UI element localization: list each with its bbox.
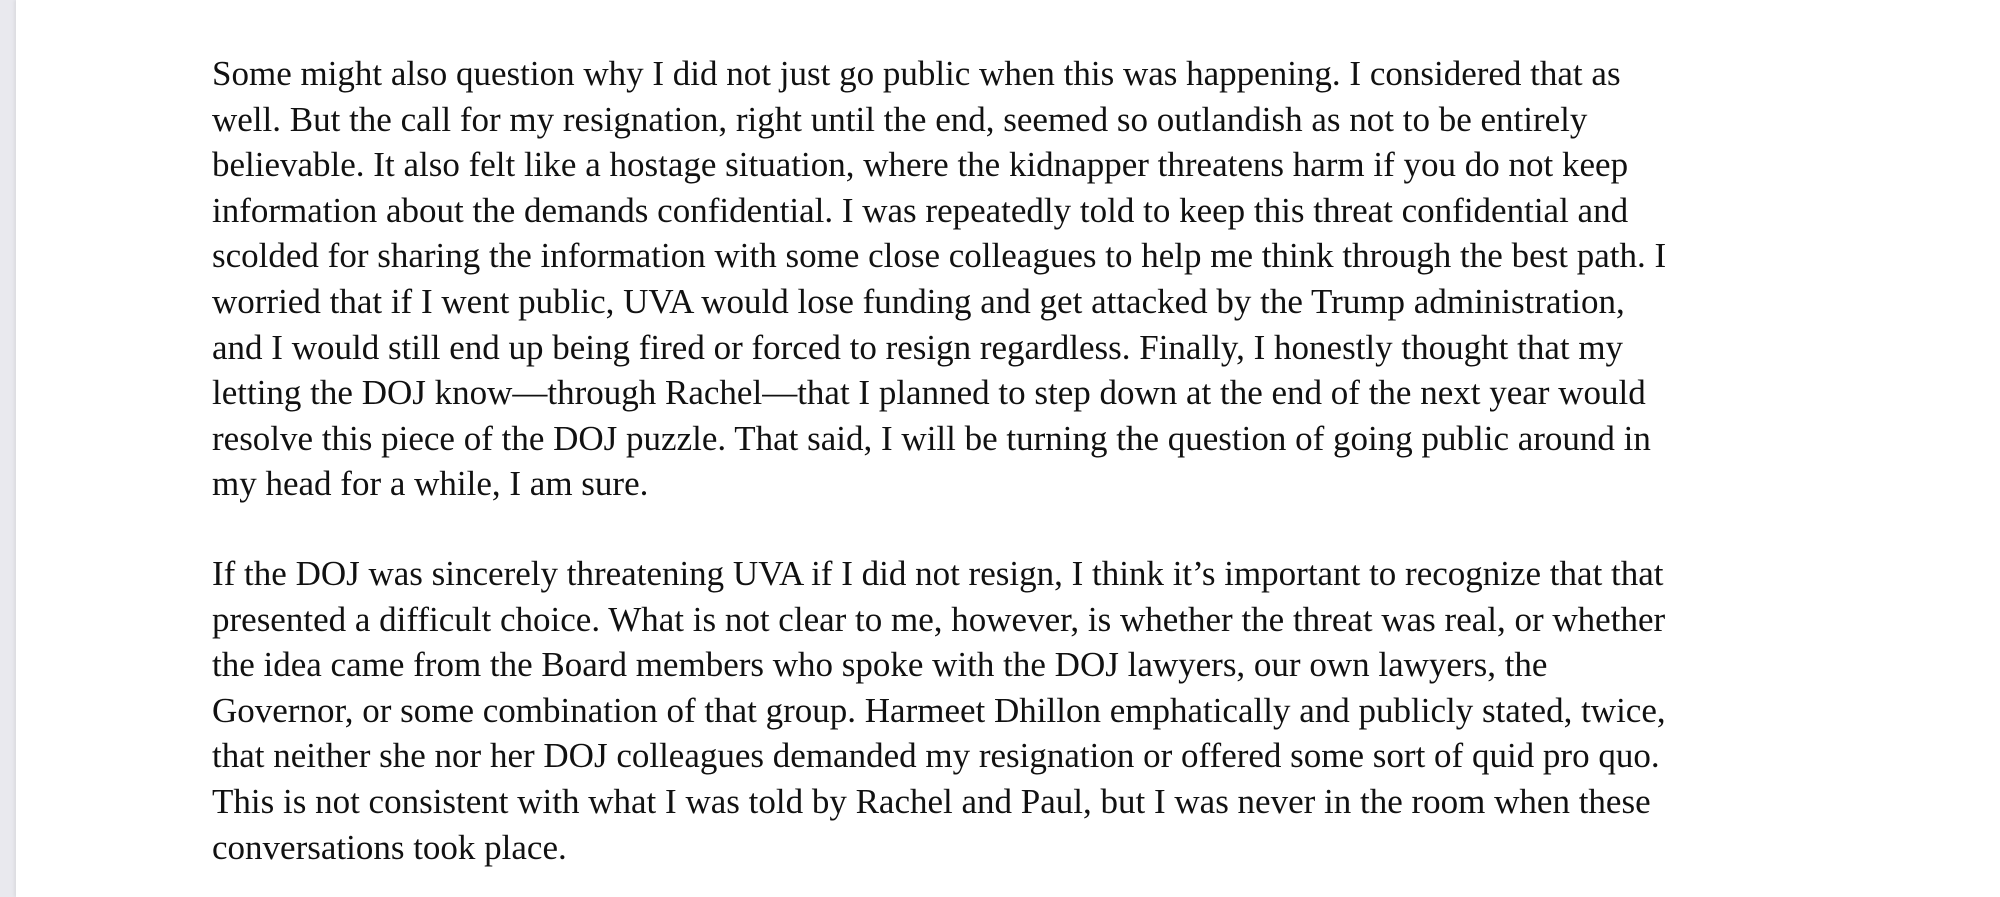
paragraph-line: resolve this piece of the DOJ puzzle. That said, I will be turning the question of going public around in: [212, 418, 1651, 458]
paragraph-line: conversations took place.: [212, 827, 567, 867]
paragraph-line: well. But the call for my resignation, right until the end, seemed so outlandish as not to be entirely: [212, 99, 1588, 139]
paragraph-line: believable. It also felt like a hostage situation, where the kidnapper threatens harm if you do not keep: [212, 145, 1629, 185]
paragraph-going-public: [212, 51, 1882, 507]
paragraph-line: information about the demands confidential. I was repeatedly told to keep this threat confidential and: [212, 190, 1629, 230]
paragraph-line: If the DOJ was sincerely threatening UVA if I did not resign, I think it’s important to recognize that that: [212, 554, 1664, 593]
paragraph-line: letting the DOJ know—through Rachel—that I planned to step down at the end of the next year would: [212, 373, 1646, 413]
paragraph-line: scolded for sharing the information with some close colleagues to help me think through the best path. I: [212, 236, 1667, 276]
paragraph-line: that neither she nor her DOJ colleagues demanded my resignation or offered some sort of quid pro quo.: [212, 736, 1660, 776]
paragraph-line: worried that if I went public, UVA would lose funding and get attacked by the Trump administration,: [212, 281, 1625, 321]
paragraph-line: the idea came from the Board members who spoke with the DOJ lawyers, our own lawyers, the: [212, 645, 1548, 685]
paragraph-line: This is not consistent with what I was told by Rachel and Paul, but I was never in the room when these: [212, 781, 1651, 821]
paragraph-line: Some might also question why I did not just go public when this was happening. I considered that as: [212, 54, 1621, 93]
document-page: [16, 0, 2000, 897]
paragraph-doj-threat: [212, 551, 1882, 870]
paragraph-line: and I would still end up being fired or forced to resign regardless. Finally, I honestly thought that my: [212, 327, 1624, 367]
paragraph-line: presented a difficult choice. What is not clear to me, however, is whether the threat was real, or whether: [212, 599, 1666, 639]
paragraph-line: Governor, or some combination of that group. Harmeet Dhillon emphatically and publicly stated, twice,: [212, 690, 1666, 730]
paragraph-line: my head for a while, I am sure.: [212, 464, 649, 504]
